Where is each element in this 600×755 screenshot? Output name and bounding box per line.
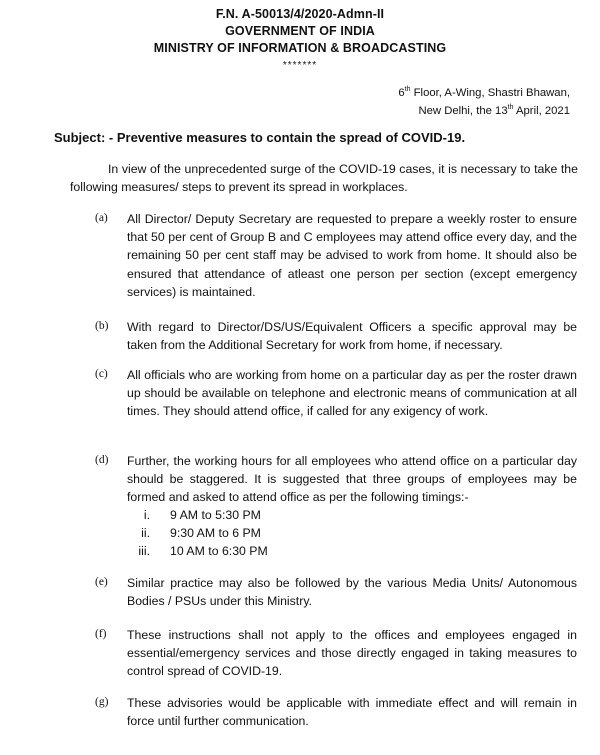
floor-number: 6 (398, 86, 405, 99)
timing-number-3: iii. (138, 544, 150, 558)
item-label-g: (g) (95, 696, 109, 708)
item-label-e: (e) (95, 576, 108, 588)
item-text-d: Further, the working hours for all employees who attend office on a particular day should be staggered. It is suggested that three groups of employees may be formed and asked to attend office as per the following timings:- (127, 454, 577, 505)
item-label-a: (a) (95, 212, 108, 224)
timing-text-1: 9 AM to 5:30 PM (170, 508, 261, 522)
timing-text-2: 9:30 AM to 6 PM (170, 526, 261, 540)
item-text-c: All officials who are working from home on a particular day as per the roster drawn up should be available on telephone and electronic means of communication at all times. They should attend office, if called for any exigency of work. (127, 368, 577, 419)
item-label-d: (d) (95, 454, 109, 466)
item-text-b: With regard to Director/DS/US/Equivalent Officers a specific approval may be taken from the Additional Secretary for work from home, if necessary. (127, 320, 577, 353)
item-label-c: (c) (95, 368, 108, 380)
date-prefix: New Delhi, the 13 (418, 104, 508, 117)
government-heading: GOVERNMENT OF INDIA (225, 24, 375, 38)
address-line-2 (418, 99, 570, 120)
item-text-a: All Director/ Deputy Secretary are requested to prepare a weekly roster to ensure that 50 per cent of Group B and C employees may attend office every day, and the remaining 50 per cent staff may be advised to work from home. It should also be ensured that attendance of atleast one person per section (except emergency services) is maintained. (127, 212, 577, 299)
subject-line: Subject: - Preventive measures to contain the spread of COVID-19. (54, 130, 466, 145)
separator-stars: ******* (282, 60, 318, 71)
ministry-heading: MINISTRY OF INFORMATION & BROADCASTING (153, 41, 447, 55)
file-number: F.N. A-50013/4/2020-Admn-II (215, 7, 385, 21)
intro-paragraph (70, 160, 578, 196)
date-month-year: April, 2021 (513, 104, 570, 117)
item-label-b: (b) (95, 320, 109, 332)
timing-number-2: ii. (141, 526, 150, 540)
item-text-e: Similar practice may also be followed by the various Media Units/ Autonomous Bodies / PSUs under this Ministry. (127, 576, 577, 609)
item-text-g: These advisories would be applicable with immediate effect and will remain in force until further communication. (127, 696, 577, 729)
date-suffix: th (507, 104, 514, 111)
floor-suffix: th (404, 86, 411, 93)
item-label-f: (f) (95, 628, 107, 640)
item-text-f: These instructions shall not apply to the offices and employees engaged in essential/emergency services and those directly engaged in taking measures to control spread of COVID-19. (127, 628, 577, 679)
intro-text: In view of the unprecedented surge of the COVID-19 cases, it is necessary to take the following measures/ steps to prevent its spread in workplaces. (70, 162, 578, 195)
building-name: Floor, A-Wing, Shastri Bhawan, (410, 86, 570, 99)
timing-number-1: i. (143, 508, 150, 522)
timing-text-3: 10 AM to 6:30 PM (170, 544, 268, 558)
